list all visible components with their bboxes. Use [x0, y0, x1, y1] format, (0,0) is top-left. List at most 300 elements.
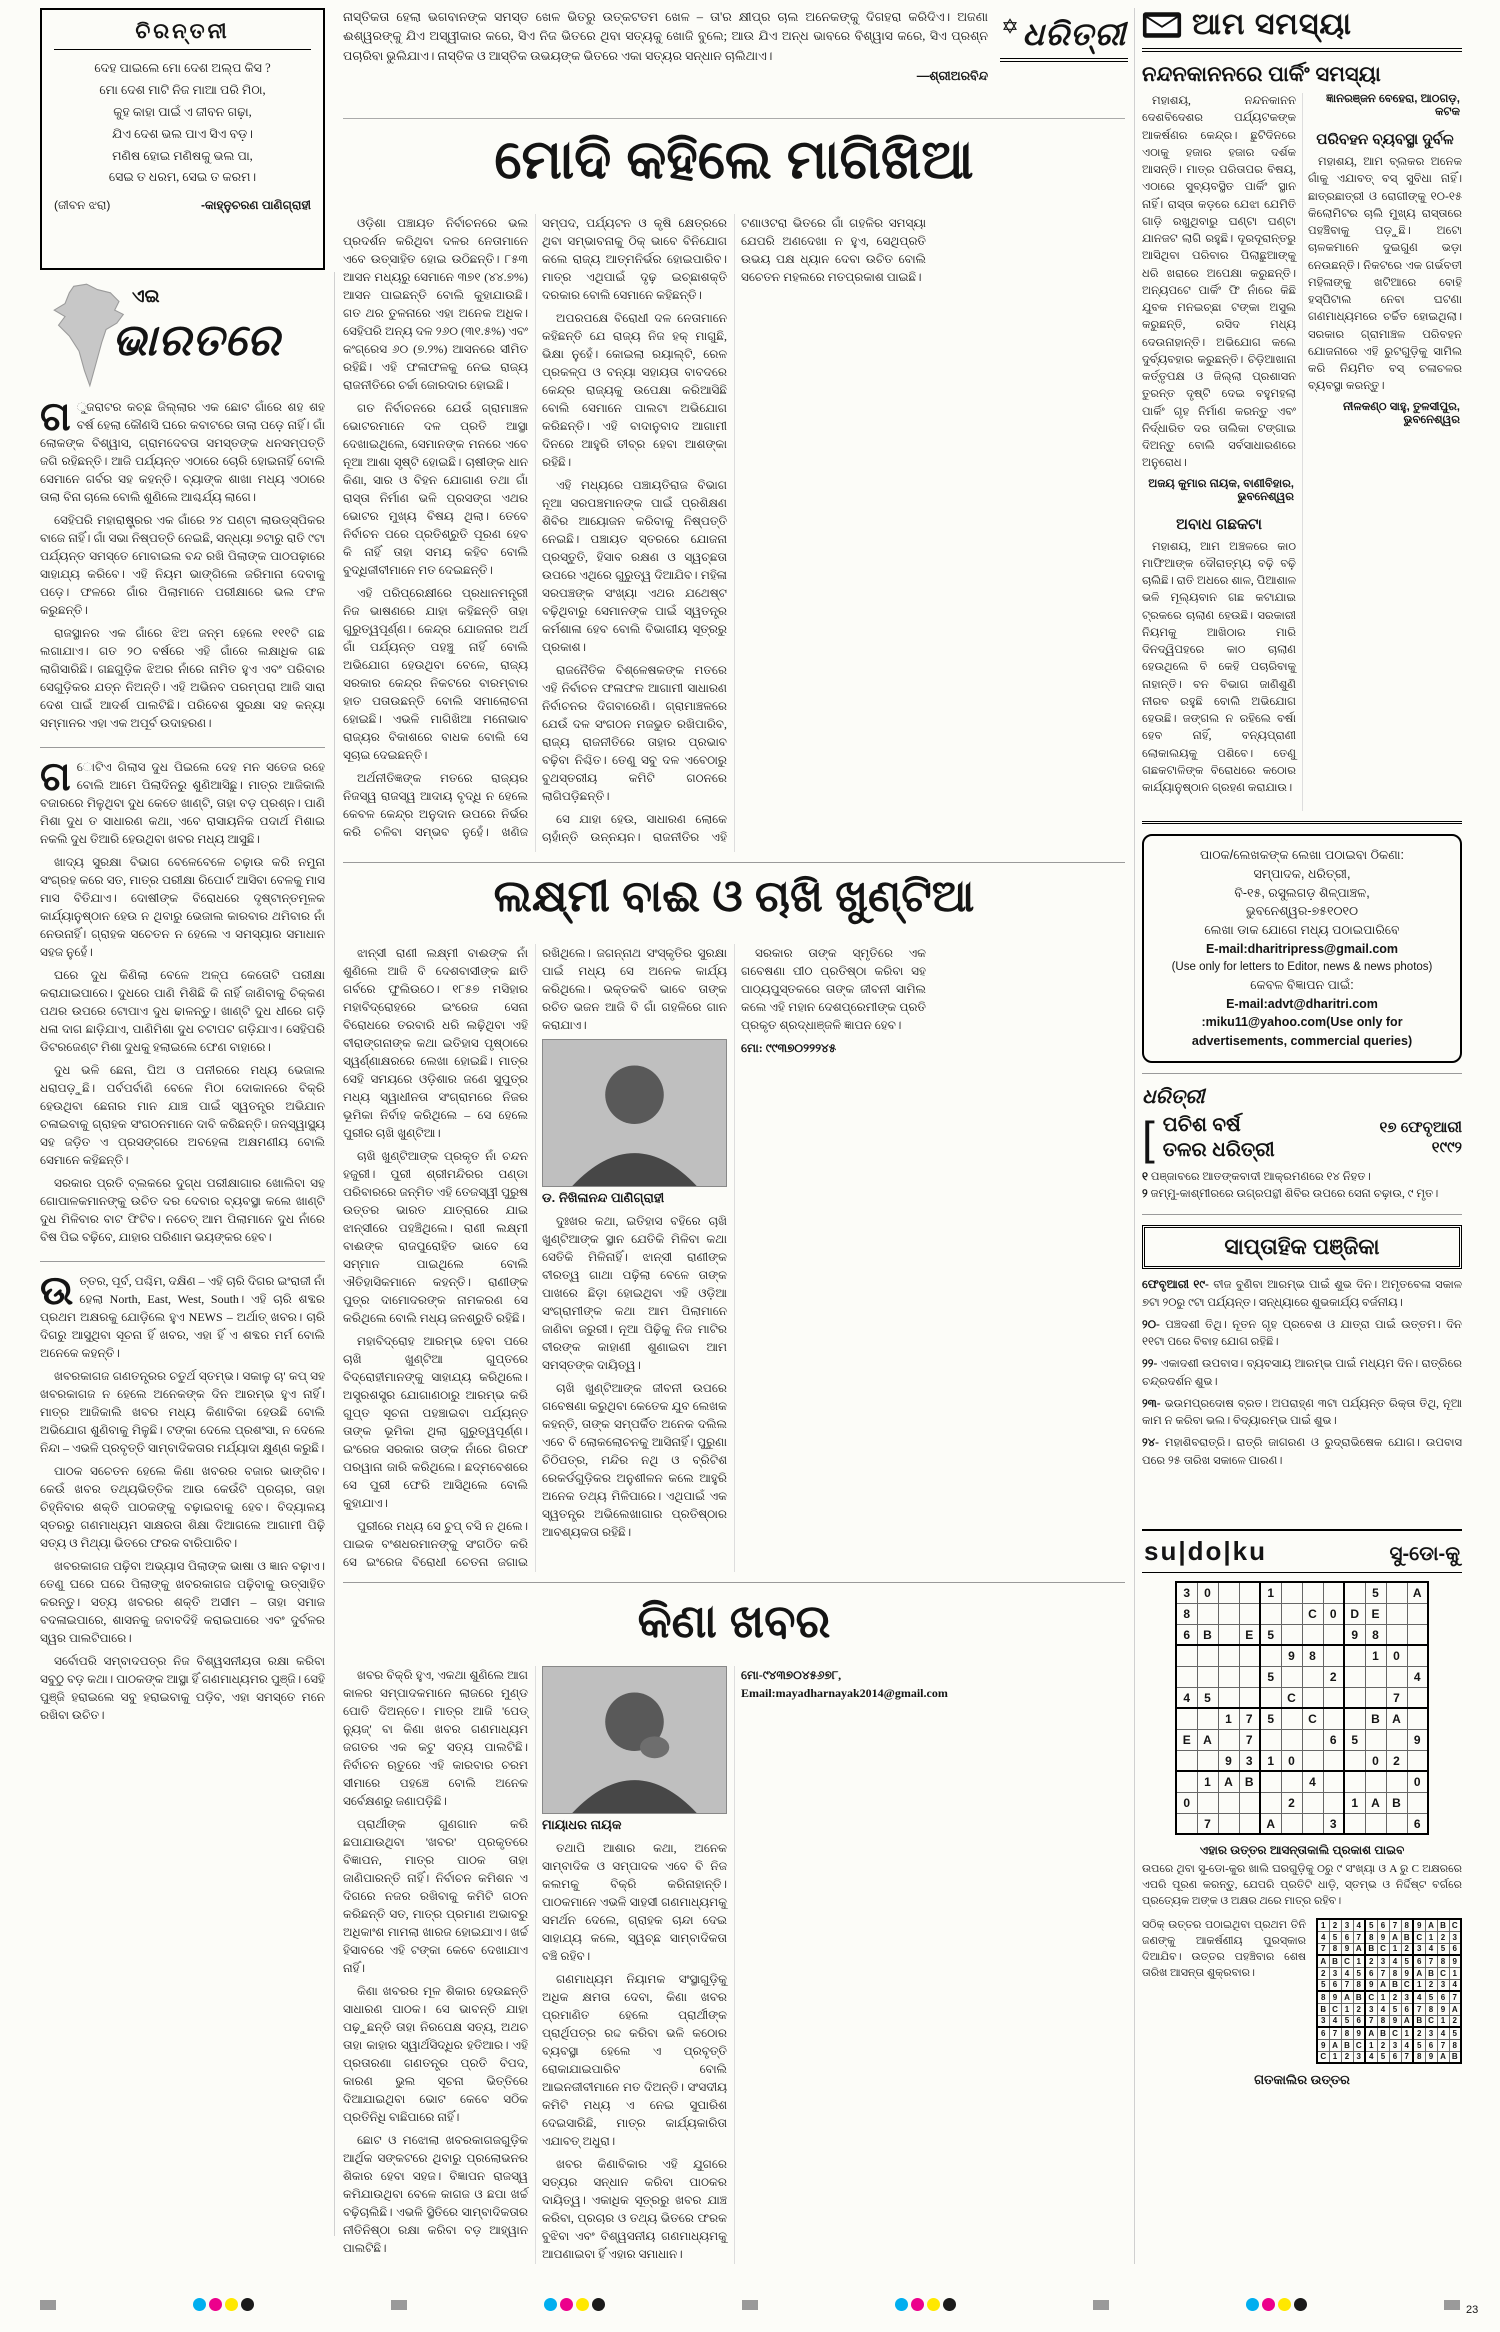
- sudoku-cell: [1197, 1645, 1218, 1666]
- sudoku-cell: 9: [1329, 1991, 1341, 2003]
- sudoku-cell: [1176, 1708, 1197, 1729]
- sudoku-cell: 2: [1329, 1919, 1341, 1931]
- sudoku-cell: 6: [1413, 1955, 1425, 1967]
- sudoku-cell: [1281, 1708, 1302, 1729]
- sudoku-cell: A: [1317, 1955, 1329, 1967]
- sudoku-cell: 1: [1329, 2051, 1341, 2063]
- sudoku-cell: 9: [1317, 2039, 1329, 2051]
- sudoku-cell: [1281, 1729, 1302, 1750]
- main-article-body: [343, 214, 1125, 852]
- sudoku-cell: 6: [1317, 2027, 1329, 2039]
- sudoku-cell: 8: [1413, 2051, 1425, 2063]
- years25-line1: ପଚିଶ ବର୍ଷ: [1162, 1113, 1241, 1136]
- sudoku-cell: [1386, 1624, 1407, 1645]
- sudoku-cell: [1344, 1582, 1365, 1603]
- sudoku-cell: 2: [1401, 1943, 1413, 1955]
- sudoku-cell: 4: [1365, 2051, 1377, 2063]
- paragraph: ଚାଖି ଖୁଣ୍ଟିଆଙ୍କ ଜୀବନୀ ଉପରେ ଗବେଷଣା କରୁଥିବା କେତେକ ଯୁବ ଲେଖକ କହନ୍ତି, ତାଙ୍କ ସମ୍ପର୍କିତ ଅନେକ ଦଲିଲ ଏବେ ବି ଲୋକଲୋଚନକୁ ଆସିନାହିଁ। ପୁରୁଣା ଚିଠିପତ୍ର, ମନ୍ଦିର ନଥି ଓ ବ୍ରିଟିଶ ରେକର୍ଡଗୁଡ଼ିକର ଅନୁଶୀଳନ କଲେ ଆହୁରି ଅନେକ ତଥ୍ୟ ମିଳିପାରେ। ଏଥିପାଇଁ ଏକ ସ୍ୱତନ୍ତ୍ର ଅଭିଲେଖାଗାର ପ୍ରତିଷ୍ଠାର ଆବଶ୍ୟକତା ରହିଛି।: [542, 1381, 727, 1539]
- almanac-date: ୨୨-: [1142, 1358, 1158, 1371]
- color-dot: [927, 2298, 940, 2311]
- sudoku-cell: B: [1377, 2027, 1389, 2039]
- sudoku-cell: 5: [1401, 1955, 1413, 1967]
- sudoku-cell: [1323, 1645, 1344, 1666]
- sudoku-cell: [1260, 1729, 1281, 1750]
- bharatare-section: [40, 280, 325, 737]
- sudoku-cell: B: [1353, 1991, 1365, 2003]
- paragraph: ଦୁଧ ଭଳି ଛେନା, ଘିଅ ଓ ପନୀରରେ ମଧ୍ୟ ଭେଜାଲ ଧରାପଡ଼ୁଛି। ପର୍ବପର୍ବାଣି ବେଳେ ମିଠା ଦୋକାନରେ ବିକ୍ରି ହେଉଥିବା ଛେନାର ମାନ ଯାଞ୍ଚ ପାଇଁ ସ୍ୱତନ୍ତ୍ର ଅଭିଯାନ ଚଳାଇବାକୁ ଗ୍ରାହକ ସଂଗଠନମାନେ ଦାବି କରିଛନ୍ତି। ଜନସ୍ୱାସ୍ଥ୍ୟ ସହ ଜଡ଼ିତ ଏ ପ୍ରସଙ୍ଗରେ ଅବହେଳା ଅକ୍ଷମଣୀୟ ବୋଲି ସେମାନେ କହିଛନ୍ତି।: [40, 1063, 325, 1167]
- sudoku-cell: [1365, 1771, 1386, 1792]
- color-dot: [1262, 2298, 1275, 2311]
- sudoku-cell: [1302, 1582, 1323, 1603]
- sudoku-cell: [1302, 1687, 1323, 1708]
- sudoku-cell: 1: [1437, 2015, 1449, 2027]
- sudoku-cell: 7: [1449, 1991, 1461, 2003]
- sudoku-cell: [1344, 1687, 1365, 1708]
- sudoku-cell: 2: [1281, 1792, 1302, 1813]
- sudoku-cell: [1407, 1645, 1428, 1666]
- sudoku-cell: 6: [1329, 1979, 1341, 1991]
- answer-label: ଗତକାଲିର ଉତ୍ତର: [1254, 2072, 1350, 2088]
- sudoku-cell: 4: [1377, 2003, 1389, 2015]
- paragraph: ରାଜନୈତିକ ବିଶ୍ଳେଷକଙ୍କ ମତରେ ଏହି ନିର୍ବାଚନ ଫଳାଫଳ ଆଗାମୀ ସାଧାରଣ ନିର୍ବାଚନର ଦିଗବାରେଣି। ଗ୍ରାମାଞ୍ଚଳରେ ଯେଉଁ ଦଳ ସଂଗଠନ ମଜଭୁତ ରଖିପାରିବ, ରାଜ୍ୟ ରାଜନୀତିରେ ତାହାର ପ୍ରଭାବ ବଢ଼ିବା ନିଶ୍ଚିତ। ତେଣୁ ସବୁ ଦଳ ଏବେଠାରୁ ବୁଥସ୍ତରୀୟ କମିଟି ଗଠନରେ ଲାଗିପଡ଼ିଛନ୍ତି।: [542, 663, 727, 803]
- sudoku-cell: 7: [1341, 1979, 1353, 1991]
- sudoku-cell: C: [1329, 2003, 1341, 2015]
- chirantani-source: (ଜୀବନ ଝରା): [54, 198, 111, 213]
- sudoku-cell: 3: [1323, 1813, 1344, 1834]
- paragraph: ଉତ୍ତର, ପୂର୍ବ, ପଶ୍ଚିମ, ଦକ୍ଷିଣ – ଏହି ଚାରି ଦିଗର ଇଂରାଜୀ ନାଁ ହେଲା North, East, West, South। ଏହି ଚାରି ଶବ୍ଦର ପ୍ରଥମ ଅକ୍ଷରକୁ ଯୋଡ଼ିଲେ ହୁଏ NEWS – ଅର୍ଥାତ୍ ଖବର। ଚାରି ଦିଗରୁ ଆସୁଥିବା ସୂଚନା ହିଁ ଖବର, ଏହା ହିଁ ଏ ଶବ୍ଦର ମର୍ମ ବୋଲି ଅନେକେ କହନ୍ତି।: [40, 1272, 325, 1360]
- paragraph: ଗତ ନିର୍ବାଚନରେ ଯେଉଁ ଗ୍ରାମାଞ୍ଚଳ ଭୋଟରମାନେ ଦଳ ପ୍ରତି ଆସ୍ଥା ଦେଖାଇଥିଲେ, ସେମାନଙ୍କ ମନରେ ଏବେ ନୂଆ ଆଶା ସୃଷ୍ଟି ହୋଇଛି। ଚାଷୀଙ୍କ ଧାନ କିଣା, ସାର ଓ ବିହନ ଯୋଗାଣ ତଥା ଗାଁ ରାସ୍ତା ନିର୍ମାଣ ଭଳି ପ୍ରସଙ୍ଗ ଏଥର ଭୋଟର ମୁଖ୍ୟ ବିଷୟ ଥିଲା। ତେବେ ନିର୍ବାଚନ ପରେ ପ୍ରତିଶ୍ରୁତି ପୂରଣ ହେବ କି ନାହିଁ ତାହା ସମୟ କହିବ ବୋଲି ବୁଦ୍ଧିଜୀବୀମାନେ ମତ ଦେଇଛନ୍ତି।: [343, 401, 528, 577]
- sudoku-cell: 4: [1437, 2027, 1449, 2039]
- sudoku-cell: 0: [1176, 1792, 1197, 1813]
- sudoku-cell: 1: [1377, 1991, 1389, 2003]
- sudoku-cell: 6: [1425, 2039, 1437, 2051]
- almanac-date: ୨୪-: [1142, 1437, 1159, 1450]
- sudoku-cell: C: [1302, 1708, 1323, 1729]
- star-icon: [1002, 18, 1018, 34]
- sudoku-cell: 2: [1353, 2003, 1365, 2015]
- masthead-name: ଧରିତ୍ରୀ: [1022, 16, 1127, 52]
- color-bar-group: [895, 2298, 956, 2311]
- verse-line: ଯିଏ ଦେଶ ଭଲ ପାଏ ସିଏ ବଡ଼।: [112, 126, 253, 141]
- sudoku-cell: [1344, 1771, 1365, 1792]
- contact-address-line: ଭୁବନେଶ୍ୱର-୭୫୧୦୧୦: [1245, 904, 1359, 919]
- nandankanan-headline: ନନ୍ଦନକାନନରେ ପାର୍କିଂ ସମସ୍ୟା: [1142, 63, 1381, 86]
- sudoku-cell: [1281, 1624, 1302, 1645]
- sudoku-header: [1142, 1529, 1462, 1573]
- sudoku-cell: 1: [1365, 2039, 1377, 2051]
- contact-address-line: ସମ୍ପାଦକ, ଧରିତ୍ରୀ,: [1253, 866, 1351, 881]
- chirantani-footer: [54, 198, 311, 213]
- sudoku-cell: 7: [1317, 1943, 1329, 1955]
- sudoku-cell: [1323, 1750, 1344, 1771]
- sudoku-cell: A: [1407, 1582, 1428, 1603]
- sudoku-cell: 4: [1341, 1967, 1353, 1979]
- right-divider-2: [1142, 1073, 1462, 1074]
- sudoku-cell: 0: [1386, 1645, 1407, 1666]
- sudoku-cell: [1239, 1582, 1260, 1603]
- sudoku-cell: [1407, 1750, 1428, 1771]
- sudoku-cell: 7: [1353, 1931, 1365, 1943]
- sudoku-cell: [1218, 1729, 1239, 1750]
- sudoku-cell: C: [1377, 1943, 1389, 1955]
- color-dot: [193, 2298, 206, 2311]
- sudoku-prize: ସଠିକ୍ ଉତ୍ତର ପଠାଇଥିବା ପ୍ରଥମ ତିନି ଜଣଙ୍କୁ ଆକର୍ଷଣୀୟ ପୁରସ୍କାର ଦିଆଯିବ। ଉତ୍ତର ପହଞ୍ଚିବାର ଶେଷ ତାରିଖ ଆସନ୍ତା ଶୁକ୍ରବାର।: [1142, 1919, 1306, 1979]
- sudoku-cell: 5: [1425, 1991, 1437, 2003]
- sudoku-cell: 3: [1239, 1750, 1260, 1771]
- color-bar-group: [193, 2298, 254, 2311]
- years25-date-2: ୧୯୯୨: [1431, 1138, 1462, 1156]
- sudoku-cell: [1176, 1771, 1197, 1792]
- sudoku-cell: C: [1401, 1979, 1413, 1991]
- years25-heading: [1142, 1113, 1462, 1163]
- paragraph: ମହାଶୟ, ଆମ ଅଞ୍ଚଳରେ କାଠ ମାଫିଆଙ୍କ ଦୌରାତ୍ମ୍ୟ ବଢ଼ି ବଢ଼ି ଚାଲିଛି। ରାତି ଅଧରେ ଶାଳ, ପିଆଶାଳ ଭଳି ମୂଲ୍ୟବାନ ଗଛ କଟାଯାଇ ଟ୍ରକରେ ଚାଲାଣ ହେଉଛି। ସରକାରୀ ନିୟମକୁ ଆଖିଠାର ମାରି ଦିନଦ୍ୱିପହରେ କାଠ ଚାଲାଣ ହେଉଥିଲେ ବି କେହି ପଚାରିବାକୁ ନାହାନ୍ତି। ବନ ବିଭାଗ ଜାଣିଶୁଣି ନୀରବ ରହୁଛି ବୋଲି ଅଭିଯୋଗ ହେଉଛି। ଜଙ୍ଗଲ ନ ରହିଲେ ବର୍ଷା ହେବ ନାହିଁ, ବନ୍ୟପ୍ରାଣୀ ଲୋକାଲୟକୁ ପଶିବେ। ତେଣୁ ଗଛକଟାଳିଙ୍କ ବିରୋଧରେ କଠୋର କାର୍ଯ୍ୟାନୁଷ୍ଠାନ ଗ୍ରହଣ କରାଯାଉ।: [1142, 540, 1296, 795]
- years25-item: ୧ ପଞ୍ଜାବରେ ଆତଙ୍କବାଦୀ ଆକ୍ରମଣରେ ୧୪ ନିହତ।: [1142, 1170, 1371, 1183]
- sudoku-cell: E: [1365, 1603, 1386, 1624]
- paragraph: ଛୋଟ ଓ ମଝୋଲା ଖବରକାଗଜଗୁଡ଼ିକ ଆର୍ଥିକ ସଙ୍କଟରେ ଥିବାରୁ ପ୍ରଲୋଭନର ଶିକାର ହେବା ସହଜ। ବିଜ୍ଞାପନ ରାଜସ୍ୱ କମିଯାଉଥିବା ବେଳେ କାଗଜ ଓ ଛପା ଖର୍ଚ୍ଚ ବଢ଼ିଚାଲିଛି। ଏଭଳି ସ୍ଥିତିରେ ସାମ୍ବାଦିକତାର ନୀତିନିଷ୍ଠା ରକ୍ଷା କରିବା ବଡ଼ ଆହ୍ୱାନ ପାଲଟିଛି।: [343, 2133, 528, 2255]
- page-number: 23: [1466, 2304, 1479, 2316]
- letter-byline: ଅଜୟ କୁମାର ନାୟକ, ବାଣୀବିହାର, ଭୁବନେଶ୍ୱର: [1148, 477, 1294, 503]
- kina-headline: କିଣା ଖବର: [637, 1595, 831, 1647]
- sudoku-cell: [1407, 1687, 1428, 1708]
- verse-line: ମଣିଷ ହୋଇ ମଣିଷକୁ ଭଲ ପା,: [112, 148, 253, 163]
- sudoku-cell: 2: [1377, 2039, 1389, 2051]
- color-dot: [209, 2298, 222, 2311]
- sudoku-cell: [1218, 1813, 1239, 1834]
- paragraph: ଏହି ପରିପ୍ରେକ୍ଷୀରେ ପ୍ରଧାନମନ୍ତ୍ରୀ ନିଜ ଭାଷଣରେ ଯାହା କହିଛନ୍ତି ତାହା ଗୁରୁତ୍ୱପୂର୍ଣ୍ଣ। କେନ୍ଦ୍ର ଯୋଜନାର ଅର୍ଥ ଗାଁ ପର୍ଯ୍ୟନ୍ତ ପହଞ୍ଚୁ ନାହିଁ ବୋଲି ଅଭିଯୋଗ ହେଉଥିବା ବେଳେ, ରାଜ୍ୟ ସରକାର କେନ୍ଦ୍ର ନିକଟରେ ବାରମ୍ବାର ହାତ ପତାଉଛନ୍ତି ବୋଲି ସମାଲୋଚନା ହୋଇଛି। ଏଭଳି ମାଗିଖିଆ ମନୋଭାବ ରାଜ୍ୟର ବିକାଶରେ ବାଧକ ବୋଲି ସେ ସୂଚାଇ ଦେଇଛନ୍ତି।: [343, 586, 528, 762]
- sudoku-cell: 1: [1389, 1943, 1401, 1955]
- advt-email-line-2: :miku11@yahoo.com(Use only for advertisements, commercial queries): [1191, 1015, 1413, 1049]
- sudoku-cell: A: [1353, 1943, 1365, 1955]
- sudoku-cell: 4: [1413, 1991, 1425, 2003]
- sudoku-cell: 2: [1437, 1931, 1449, 1943]
- sudoku-cell: 5: [1329, 1931, 1341, 1943]
- paragraph: ଘରେ ଦୁଧ କିଣିଲା ବେଳେ ଅଳ୍ପ କେତୋଟି ପରୀକ୍ଷା କରାଯାଇପାରେ। ଦୁଧରେ ପାଣି ମିଶିଛି କି ନାହିଁ ଜାଣିବାକୁ ଚିକ୍କଣ ପଥର ଉପରେ ଟୋପାଏ ଦୁଧ ଢାଳନ୍ତୁ। ଖାଣ୍ଟି ଦୁଧ ଧୀରେ ଗଡ଼ି ଧଳା ଦାଗ ଛାଡ଼ିଯାଏ, ପାଣିମିଶା ଦୁଧ ଚଟାପଟ ଗଡ଼ିଯାଏ। ସେହିପରି ଡିଟରଜେଣ୍ଟ ମିଶା ଦୁଧକୁ ହଲାଇଲେ ଫେଣ ବାହାରେ।: [40, 968, 325, 1054]
- sudoku-cell: [1218, 1792, 1239, 1813]
- sudoku-cell: [1323, 1687, 1344, 1708]
- sudoku-cell: E: [1239, 1624, 1260, 1645]
- sudoku-cell: 7: [1413, 2003, 1425, 2015]
- editor-email-line: E-mail:dharitripress@gmail.com: [1205, 941, 1399, 956]
- paragraph: ଓଡ଼ିଶା ପଞ୍ଚାୟତ ନିର୍ବାଚନରେ ଭଲ ପ୍ରଦର୍ଶନ କରିଥିବା ଦଳର ନେତାମାନେ ଏବେ ଉତ୍ସାହିତ ହୋଇ ଉଠିଛନ୍ତି। ୮୫୩ ଆସନ ମଧ୍ୟରୁ ସେମାନେ ୩୭୧ (୪୪.୭%) ଆସନ ପାଇଛନ୍ତି ବୋଲି କୁହାଯାଉଛି। ଗତ ଥର ତୁଳନାରେ ଏହା ଅନେକ ଅଧିକ। ସେହିପରି ଅନ୍ୟ ଦଳ ୨୬୦ (୩୧.୫%) ଏବଂ କଂଗ୍ରେସ ୬୦ (୭.୨%) ଆସନରେ ସୀମିତ ରହିଛି। ଏହି ଫଳାଫଳକୁ ନେଇ ରାଜ୍ୟ ରାଜନୀତିରେ ଚର୍ଚ୍ଚା ଜୋରଦାର ହୋଇଛି।: [343, 216, 528, 392]
- years25-logo: ଧରିତ୍ରୀ: [1142, 1085, 1205, 1108]
- contact-line: ମୋ-୯୪୩୭୦୪୫୬୭୮, Email:mayadharnayak2014@gmail.com: [741, 1668, 948, 1700]
- sudoku-cell: 5: [1341, 2015, 1353, 2027]
- sudoku-cell: 5: [1449, 2027, 1461, 2039]
- sudoku-cell: 9: [1401, 1967, 1413, 1979]
- paragraph: ସର୍ବୋପରି ସମ୍ବାଦପତ୍ର ନିଜ ବିଶ୍ୱସନୀୟତା ରକ୍ଷା କରିବା ସବୁଠୁ ବଡ଼ କଥା। ପାଠକଙ୍କ ଆସ୍ଥା ହିଁ ଗଣମାଧ୍ୟମର ପୁଞ୍ଜି। ସେହି ପୁଞ୍ଜି ହରାଇଲେ ସବୁ ହରାଇବାକୁ ପଡ଼ିବ, ଏହା ସମସ୍ତେ ମନେ ରଖିବା ଉଚିତ।: [40, 1654, 325, 1722]
- paragraph: ମହାଶୟ, ଆମ ବ୍ଲକର ଅନେକ ଗାଁକୁ ଏଯାବତ୍ ବସ୍ ସୁବିଧା ନାହିଁ। ଛାତ୍ରଛାତ୍ରୀ ଓ ରୋଗୀଙ୍କୁ ୧୦-୧୫ କିଲୋମିଟର ଚାଲି ମୁଖ୍ୟ ରାସ୍ତାରେ ପହଞ୍ଚିବାକୁ ପଡ଼ୁଛି। ଅଟୋ ଚାଳକମାନେ ଦୁଇଗୁଣ ଭଡ଼ା ନେଉଛନ୍ତି। ନିକଟରେ ଏକ ଗର୍ଭବତୀ ମହିଳାଙ୍କୁ ଖଟିଆରେ ବୋହି ହସ୍ପିଟାଲ ନେବା ଘଟଣା ଗଣମାଧ୍ୟମରେ ଚର୍ଚ୍ଚିତ ହୋଇଥିଲା। ସରକାର ଗ୍ରାମାଞ୍ଚଳ ପରିବହନ ଯୋଜନାରେ ଏହି ରୁଟଗୁଡ଼ିକୁ ସାମିଲ କରି ନିୟମିତ ବସ୍ ଚଳାଚଳର ବ୍ୟବସ୍ଥା କରନ୍ତୁ।: [1308, 156, 1462, 393]
- sudoku-cell: 3: [1176, 1582, 1197, 1603]
- almanac-entry: ୨୨- ଏକାଦଶୀ ଉପବାସ। ବ୍ୟବସାୟ ଆରମ୍ଭ ପାଇଁ ମଧ୍ୟମ ଦିନ। ରାତ୍ରିରେ ଚନ୍ଦ୍ରଦର୍ଶନ ଶୁଭ।: [1142, 1358, 1462, 1388]
- sudoku-cell: [1176, 1645, 1197, 1666]
- years25-item: ୨ ଜମ୍ମୁ-କାଶ୍ମୀରରେ ଉଗ୍ରପନ୍ଥୀ ଶିବିର ଉପରେ ସେନା ଚଢ଼ାଉ, ୯ ମୃତ।: [1142, 1187, 1439, 1200]
- sudoku-cell: [1344, 1645, 1365, 1666]
- color-dot: [544, 2298, 557, 2311]
- paragraph: ପ୍ରାର୍ଥୀଙ୍କ ଗୁଣଗାନ କରି ଛପାଯାଉଥିବା 'ଖବର' ପ୍ରକୃତରେ ବିଜ୍ଞାପନ, ମାତ୍ର ପାଠକ ତାହା ଜାଣିପାରନ୍ତି ନାହିଁ। ନିର୍ବାଚନ କମିଶନ ଏ ଦିଗରେ ନଜର ରଖିବାକୁ କମିଟି ଗଠନ କରିଛନ୍ତି ସତ, ମାତ୍ର ପ୍ରମାଣ ଅଭାବରୁ ଅଧିକାଂଶ ମାମଲା ଖାରଜ ହୋଇଯାଏ। ଖର୍ଚ୍ଚ ହିସାବରେ ଏହି ଟଙ୍କା କେବେ ଦେଖାଯାଏ ନାହିଁ।: [343, 1817, 528, 1975]
- sudoku-cell: 8: [1389, 1967, 1401, 1979]
- chirantani-title: ଚିରନ୍ତନୀ: [54, 20, 311, 50]
- sudoku-cell: 2: [1449, 2015, 1461, 2027]
- sudoku-cell: A: [1260, 1813, 1281, 1834]
- sudoku-cell: 9: [1281, 1645, 1302, 1666]
- sudoku-cell: 4: [1353, 1919, 1365, 1931]
- sudoku-cell: [1239, 1687, 1260, 1708]
- sudoku-cell: 0: [1281, 1750, 1302, 1771]
- sudoku-cell: 6: [1176, 1624, 1197, 1645]
- portrait-photo: [542, 1039, 727, 1206]
- sudoku-cell: B: [1386, 1792, 1407, 1813]
- sudoku-cell: [1218, 1582, 1239, 1603]
- sudoku-cell: B: [1197, 1624, 1218, 1645]
- sudoku-cell: [1302, 1750, 1323, 1771]
- years25-date-1: ୧୭ ଫେବୃଆରୀ: [1379, 1119, 1462, 1137]
- sudoku-cell: [1218, 1666, 1239, 1687]
- paragraph: ସରକାର ପ୍ରତି ବ୍ଲକରେ ଦୁଗ୍ଧ ପରୀକ୍ଷାଗାର ଖୋଲିବା ସହ ଗୋପାଳକମାନଙ୍କୁ ଉଚିତ ଦର ଦେବାର ବ୍ୟବସ୍ଥା କଲେ ଖାଣ୍ଟି ଦୁଧ ମିଳିବାର ବାଟ ଫିଟିବ। ନଚେତ୍ ଆମ ପିଲାମାନେ ଦୁଧ ନାଁରେ ବିଷ ପିଇ ବଢ଼ିବେ, ଯାହାର ପରିଣାମ ଭୟଙ୍କର ହେବ।: [40, 1176, 325, 1244]
- paragraph: ସେହିପରି ମହାରାଷ୍ଟ୍ରର ଏକ ଗାଁରେ ୨୪ ଘଣ୍ଟା ଲାଉଡ୍‌ସ୍ପିକର ବାଜେ ନାହିଁ। ଗାଁ ସଭା ନିଷ୍ପତ୍ତି ନେଇଛି, ସନ୍ଧ୍ୟା ୭ଟାରୁ ରାତି ୯ଟା ପର୍ଯ୍ୟନ୍ତ ସମସ୍ତେ ମୋବାଇଲ ବନ୍ଦ ରଖି ପିଲାଙ୍କ ପାଠପଢ଼ାରେ ସାହାଯ୍ୟ କରିବେ। ଏହି ନିୟମ ଭାଙ୍ଗିଲେ ଜରିମାନା ଦେବାକୁ ପଡ଼େ। ଫଳରେ ଗାଁର ପିଲାମାନେ ପରୀକ୍ଷାରେ ଭଲ ଫଳ କରୁଛନ୍ତି।: [40, 513, 325, 617]
- sudoku-cell: 7: [1377, 1967, 1389, 1979]
- sudoku-cell: 1: [1425, 1931, 1437, 1943]
- sudoku-cell: 8: [1437, 1955, 1449, 1967]
- sudoku-cell: 9: [1425, 2051, 1437, 2063]
- sudoku-cell: [1176, 1666, 1197, 1687]
- sudoku-cell: 8: [1425, 2003, 1437, 2015]
- sudoku-cell: 5: [1437, 1943, 1449, 1955]
- contact-box: [1142, 834, 1462, 1063]
- sudoku-cell: 6: [1449, 1943, 1461, 1955]
- bharatare-masthead: [40, 280, 325, 392]
- paragraph: ଖବର କିଣାବିକାର ଏହି ଯୁଗରେ ସତ୍ୟର ସନ୍ଧାନ କରିବା ପାଠକର ଦାୟିତ୍ୱ। ଏକାଧିକ ସୂତ୍ରରୁ ଖବର ଯାଞ୍ଚ କରିବା, ପ୍ରଚାର ଓ ତଥ୍ୟ ଭିତରେ ଫରକ ବୁଝିବା ଏବଂ ବିଶ୍ୱସନୀୟ ଗଣମାଧ୍ୟମକୁ ଆପଣାଇବା ହିଁ ଏହାର ସମାଧାନ।: [542, 2157, 727, 2261]
- column-rule-right: [1134, 8, 1135, 2264]
- sudoku-cell: [1407, 1792, 1428, 1813]
- sudoku-cell: [1239, 1792, 1260, 1813]
- color-dot: [943, 2298, 956, 2311]
- sudoku-cell: 4: [1449, 1979, 1461, 1991]
- sudoku-cell: 7: [1197, 1813, 1218, 1834]
- sudoku-cell: [1260, 1687, 1281, 1708]
- sudoku-cell: 2: [1389, 1991, 1401, 2003]
- sudoku-cell: 3: [1353, 2051, 1365, 2063]
- drop-cap: ଗ: [40, 394, 71, 439]
- sudoku-cell: 3: [1317, 2015, 1329, 2027]
- sudoku-cell: 1: [1197, 1771, 1218, 1792]
- author-name: ଡ. ନିଖିଳାନନ୍ଦ ପାଣିଗ୍ରାହୀ: [542, 1190, 665, 1205]
- sudoku-cell: [1260, 1645, 1281, 1666]
- sudoku-cell: 5: [1197, 1687, 1218, 1708]
- sudoku-cell: A: [1341, 1991, 1353, 2003]
- sudoku-cell: A: [1425, 1919, 1437, 1931]
- sudoku-cell: A: [1449, 2003, 1461, 2015]
- sudoku-cell: B: [1389, 1979, 1401, 1991]
- sudoku-cell: 9: [1218, 1750, 1239, 1771]
- right-divider-1: [1142, 821, 1462, 824]
- sudoku-cell: 7: [1329, 2027, 1341, 2039]
- sudoku-cell: 2: [1425, 1979, 1437, 1991]
- years25-item-number: ୧: [1142, 1170, 1148, 1183]
- sudoku-cell: 8: [1329, 1943, 1341, 1955]
- paragraph: ଖାଦ୍ୟ ସୁରକ୍ଷା ବିଭାଗ ବେଳେବେଳେ ଚଢ଼ାଉ କରି ନମୁନା ସଂଗ୍ରହ କରେ ସତ, ମାତ୍ର ପରୀକ୍ଷା ରିପୋର୍ଟ ଆସିବା ବେଳକୁ ମାସ ମାସ ବିତିଯାଏ। ଦୋଷୀଙ୍କ ବିରୋଧରେ ଦୃଷ୍ଟାନ୍ତମୂଳକ କାର୍ଯ୍ୟାନୁଷ୍ଠାନ ହେଉ ନ ଥିବାରୁ ଭେଜାଲ କାରବାର ଥମିବାର ନାଁ ନେଉନାହିଁ। ଗ୍ରାହକ ସଚେତନ ନ ହେଲେ ଏ ସମସ୍ୟାର ସମାଧାନ ସହଜ ନୁହେଁ।: [40, 855, 325, 959]
- sudoku-grid-wrap: [1142, 1581, 1462, 1835]
- paragraph: ମହାବିଦ୍ରୋହ ଆରମ୍ଭ ହେବା ପରେ ଚାଖି ଖୁଣ୍ଟିଆ ଗୁପ୍ତରେ ବିଦ୍ରୋହୀମାନଙ୍କୁ ସାହାଯ୍ୟ କରିଥିଲେ। ଅସ୍ତ୍ରଶସ୍ତ୍ର ଯୋଗାଣଠାରୁ ଆରମ୍ଭ କରି ଗୁପ୍ତ ସୂଚନା ପହଞ୍ଚାଇବା ପର୍ଯ୍ୟନ୍ତ ତାଙ୍କ ଭୂମିକା ଥିଲା ଗୁରୁତ୍ୱପୂର୍ଣ୍ଣ। ଇଂରେଜ ସରକାର ତାଙ୍କ ନାଁରେ ଗିରଫ ପରୱାନା ଜାରି କରିଥିଲେ। ଛଦ୍ମବେଶରେ ସେ ପୁରୀ ଫେରି ଆସିଥିଲେ ବୋଲି କୁହାଯାଏ।: [343, 1334, 528, 1510]
- chirantani-author: -କାହ୍ନୁଚରଣ ପାଣିଗ୍ରାହୀ: [200, 198, 311, 213]
- chirantani-box: [40, 8, 325, 270]
- paragraph: ସେ ଯାହା ହେଉ, ସାଧାରଣ ଲୋକେ ଚାହାଁନ୍ତି ଉନ୍ନୟନ। ରାଜନୀତିର ଏହି ଟଣାଓଟରା ଭିତରେ ଗାଁ ଗହଳିର ସମସ୍ୟା ଯେପରି ଅଣଦେଖା ନ ହୁଏ, ସେଥିପ୍ରତି ଉଭୟ ପକ୍ଷ ଧ୍ୟାନ ଦେବା ଉଚିତ ବୋଲି ସଚେତନ ମହଲରେ ମତପ୍ରକାଶ ପାଇଛି।: [542, 216, 926, 844]
- sudoku-cell: 5: [1365, 1582, 1386, 1603]
- middle-divider-2: [343, 1582, 1125, 1583]
- sudoku-cell: [1386, 1813, 1407, 1834]
- sudoku-cell: 6: [1377, 1919, 1389, 1931]
- sudoku-cell: 7: [1389, 1919, 1401, 1931]
- color-bar-group: [1246, 2298, 1307, 2311]
- registration-square: [1093, 2300, 1109, 2310]
- sudoku-cell: 9: [1389, 2015, 1401, 2027]
- sudoku-cell: 1: [1353, 1955, 1365, 1967]
- sudoku-cell: 4: [1176, 1687, 1197, 1708]
- sudoku-cell: B: [1239, 1771, 1260, 1792]
- sudoku-cell: 7: [1401, 2051, 1413, 2063]
- color-bar-group: [544, 2298, 605, 2311]
- sudoku-cell: 7: [1437, 2039, 1449, 2051]
- almanac-entry: ୨୪- ମହାଶିବରାତ୍ରି। ରାତ୍ରି ଜାଗରଣ ଓ ରୁଦ୍ରାଭିଷେକ ଯୋଗ। ଉପବାସ ପରେ ୨୫ ତାରିଖ ସକାଳେ ପାରଣ।: [1142, 1437, 1462, 1467]
- color-dot: [911, 2298, 924, 2311]
- panjika-body: [1142, 1277, 1462, 1529]
- sudoku-cell: 5: [1317, 1979, 1329, 1991]
- sudoku-cell: [1365, 1687, 1386, 1708]
- sudoku-cell: [1281, 1603, 1302, 1624]
- sudoku-cell: 1: [1260, 1750, 1281, 1771]
- answer-grid: [1316, 1918, 1462, 2064]
- sudoku-cell: 3: [1389, 2039, 1401, 2051]
- sudoku-cell: A: [1329, 2039, 1341, 2051]
- drop-cap: ଗ: [40, 758, 71, 799]
- masthead-logo: [1000, 16, 1128, 62]
- sudoku-cell: 2: [1341, 2051, 1353, 2063]
- sudoku-cell: 0: [1197, 1582, 1218, 1603]
- sudoku-cell: 9: [1344, 1624, 1365, 1645]
- left-article-2: [40, 758, 325, 1251]
- sudoku-cell: 4: [1317, 1931, 1329, 1943]
- sudoku-cell: 1: [1317, 1919, 1329, 1931]
- paragraph: ପୁରୀରେ ମଧ୍ୟ ସେ ଚୁପ୍ ବସି ନ ଥିଲେ। ପାଇକ ବଂଶଧରମାନଙ୍କୁ ସଂଗଠିତ କରି ସେ ଇଂରେଜ ବିରୋଧୀ ଚେତନା ଜଗାଇ ରଖିଥିଲେ। ଜଗନ୍ନାଥ ସଂସ୍କୃତିର ସୁରକ୍ଷା ପାଇଁ ମଧ୍ୟ ସେ ଅନେକ କାର୍ଯ୍ୟ କରିଥିଲେ। ଭକ୍ତକବି ଭାବେ ତାଙ୍କ ରଚିତ ଭଜନ ଆଜି ବି ଗାଁ ଗହଳିରେ ଗାନ କରାଯାଏ।: [343, 946, 727, 1569]
- author-name: ମାୟାଧର ନାୟକ: [542, 1817, 622, 1832]
- sudoku-cell: 9: [1341, 1943, 1353, 1955]
- sudoku-cell: A: [1386, 1708, 1407, 1729]
- sudoku-cell: 1: [1260, 1582, 1281, 1603]
- lakshmi-headline: ଲକ୍ଷ୍ମୀ ବାଈ ଓ ଚାଖି ଖୁଣ୍ଟିଆ: [493, 872, 975, 921]
- sudoku-cell: 4: [1329, 2015, 1341, 2027]
- sudoku-cell: 9: [1365, 1979, 1377, 1991]
- sudoku-cell: [1176, 1750, 1197, 1771]
- sudoku-cell: 3: [1401, 1991, 1413, 2003]
- sudoku-cell: A: [1365, 1792, 1386, 1813]
- sudoku-cell: 8: [1365, 1624, 1386, 1645]
- sudoku-cell: 3: [1449, 1931, 1461, 1943]
- sudoku-cell: 6: [1437, 1991, 1449, 2003]
- sudoku-cell: 4: [1389, 1955, 1401, 1967]
- left-article-2-body: [40, 758, 325, 1246]
- sudoku-cell: [1386, 1582, 1407, 1603]
- sudoku-cell: D: [1344, 1603, 1365, 1624]
- color-dot: [592, 2298, 605, 2311]
- sudoku-cell: 2: [1317, 1967, 1329, 1979]
- paragraph: ଦୁଃଖର କଥା, ଇତିହାସ ବହିରେ ଚାଖି ଖୁଣ୍ଟିଆଙ୍କ ସ୍ଥାନ ଯେତିକି ମିଳିବା କଥା ସେତିକି ମିଳିନାହିଁ। ଝାନ୍ସୀ ରାଣୀଙ୍କ ବୀରତ୍ୱ ଗାଥା ପଢ଼ିଲା ବେଳେ ତାଙ୍କ ପାଖରେ ଛିଡ଼ା ହୋଇଥିବା ଏହି ଓଡ଼ିଆ ସଂଗ୍ରାମୀଙ୍କ କଥା ଆମ ପିଲାମାନେ ଜାଣିବା ଜରୁରୀ। ନୂଆ ପିଢ଼ିକୁ ନିଜ ମାଟିର ବୀରଙ୍କ କାହାଣୀ ଶୁଣାଇବା ଆମ ସମସ୍ତଙ୍କ ଦାୟିତ୍ୱ।: [542, 1214, 727, 1372]
- contact-address-lines: [1156, 865, 1448, 940]
- contact-address-line: ବି-୧୫, ରସୁଲଗଡ଼ ଶିଳ୍ପାଞ୍ଚଳ,: [1234, 885, 1370, 900]
- sudoku-cell: 4: [1302, 1771, 1323, 1792]
- sudoku-cell: [1197, 1666, 1218, 1687]
- paragraph: ଏହି ମଧ୍ୟରେ ପଞ୍ଚାୟତିରାଜ ବିଭାଗ ନୂଆ ସରପଞ୍ଚମାନଙ୍କ ପାଇଁ ପ୍ରଶିକ୍ଷଣ ଶିବିର ଆୟୋଜନ କରିବାକୁ ନିଷ୍ପତ୍ତି ନେଇଛି। ପଞ୍ଚାୟତ ସ୍ତରରେ ଯୋଜନା ପ୍ରସ୍ତୁତି, ହିସାବ ରକ୍ଷଣ ଓ ସ୍ୱଚ୍ଛତା ଉପରେ ଏଥିରେ ଗୁରୁତ୍ୱ ଦିଆଯିବ। ମହିଳା ସରପଞ୍ଚଙ୍କ ସଂଖ୍ୟା ଏଥର ଯଥେଷ୍ଟ ବଢ଼ିଥିବାରୁ ସେମାନଙ୍କ ପାଇଁ ସ୍ୱତନ୍ତ୍ର କର୍ମଶାଳା ହେବ ବୋଲି ବିଭାଗୀୟ ସୂତ୍ରରୁ ପ୍ରକାଶ।: [542, 478, 727, 654]
- sudoku-cell: [1386, 1771, 1407, 1792]
- advt-label: କେବଳ ବିଜ୍ଞାପନ ପାଇଁ:: [1250, 977, 1354, 992]
- sudoku-cell: [1197, 1708, 1218, 1729]
- sudoku-cell: 6: [1353, 2015, 1365, 2027]
- sudoku-cell: 1: [1449, 1967, 1461, 1979]
- sudoku-cell: A: [1389, 1931, 1401, 1943]
- color-dot: [241, 2298, 254, 2311]
- sudoku-cell: 8: [1401, 1919, 1413, 1931]
- sudoku-cell: 6: [1365, 1967, 1377, 1979]
- sudoku-cell: 4: [1425, 1943, 1437, 1955]
- sudoku-cell: B: [1365, 1943, 1377, 1955]
- sudoku-cell: 0: [1365, 1750, 1386, 1771]
- years25-line2: ତଳର ଧରିତ୍ରୀ: [1162, 1138, 1275, 1161]
- sudoku-cell: [1386, 1729, 1407, 1750]
- sudoku-cell: [1281, 1813, 1302, 1834]
- sudoku-cell: [1302, 1729, 1323, 1750]
- almanac-date: ୨୦-: [1142, 1318, 1160, 1331]
- letters-body: [1142, 93, 1462, 811]
- portrait-photo: [542, 1666, 727, 1833]
- sudoku-cell: B: [1365, 1708, 1386, 1729]
- sudoku-cell: [1176, 1813, 1197, 1834]
- sudoku-cell: [1281, 1666, 1302, 1687]
- sudoku-cell: [1323, 1582, 1344, 1603]
- paragraph: ଗ ୁଜରାଟର କଚ୍ଛ ଜିଲ୍ଲାର ଏକ ଛୋଟ ଗାଁରେ ଶହ ଶହ ବର୍ଷ ହେଲା କୌଣସି ଘରେ କବାଟରେ ତାଲା ପଡ଼େ ନାହିଁ। ଗାଁ ଲୋକଙ୍କ ବିଶ୍ୱାସ, ଗ୍ରାମଦେବତା ସମସ୍ତଙ୍କ ଧନସମ୍ପତ୍ତି ଜଗି ରହିଛନ୍ତି। ଆଜି ପର୍ଯ୍ୟନ୍ତ ଏଠାରେ ଚୋରି ହୋଇନାହିଁ ବୋଲି ସେମାନେ ଗର୍ବର ସହ କହନ୍ତି। ବ୍ୟାଙ୍କ ଶାଖା ମଧ୍ୟ ଏଠାରେ ତାଲା ବିନା ଚାଲେ ବୋଲି ଶୁଣିଲେ ଆଶ୍ଚର୍ଯ୍ୟ ଲାଗେ।: [40, 394, 325, 504]
- bharatare-body: [40, 394, 325, 732]
- sudoku-cell: 3: [1329, 1967, 1341, 1979]
- sudoku-cell: 1: [1218, 1708, 1239, 1729]
- sudoku-cell: [1197, 1750, 1218, 1771]
- sudoku-cell: [1218, 1645, 1239, 1666]
- right-column: [1142, 8, 1462, 2088]
- almanac-entry: ୨୦- ପଞ୍ଚଦଶୀ ତିଥି। ନୂତନ ଗୃହ ପ୍ରବେଶ ଓ ଯାତ୍ରା ପାଇଁ ଉତ୍ତମ। ଦିନ ୧୧ଟା ପରେ ବିବାହ ଯୋଗ ରହିଛି।: [1142, 1318, 1462, 1349]
- sudoku-cell: 3: [1341, 1919, 1353, 1931]
- contact-line: ମୋ: ୯୯୩୭୦୨୨୨୪୫: [741, 1041, 837, 1055]
- sudoku-cell: [1281, 1582, 1302, 1603]
- almanac-date: ଫେବୃଆରୀ ୧୯-: [1142, 1279, 1209, 1292]
- sudoku-cell: C: [1341, 1955, 1353, 1967]
- almanac-date: ୨୩-: [1142, 1397, 1161, 1410]
- paragraph: ପାଠକ ସଚେତନ ହେଲେ କିଣା ଖବରର ବଜାର ଭାଙ୍ଗିବ। କେଉଁ ଖବର ତଥ୍ୟଭିତ୍ତିକ ଆଉ କେଉଁଟି ପ୍ରଚାର, ତାହା ଚିହ୍ନିବାର ଶକ୍ତି ପାଠକଙ୍କୁ ବଢ଼ାଇବାକୁ ହେବ। ବିଦ୍ୟାଳୟ ସ୍ତରରୁ ଗଣମାଧ୍ୟମ ସାକ୍ଷରତା ଶିକ୍ଷା ଦିଆଗଲେ ଆଗାମୀ ପିଢ଼ି ସତ୍ୟ ଓ ମିଥ୍ୟା ଭିତରେ ଫରକ ବାରିପାରିବ।: [40, 1464, 325, 1550]
- sudoku-title-latin: su|do|ku: [1144, 1536, 1267, 1567]
- sudoku-cell: C: [1413, 1931, 1425, 1943]
- sudoku-cell: 8: [1449, 2039, 1461, 2051]
- sudoku-cell: 8: [1377, 2015, 1389, 2027]
- years25-item-number: ୨: [1142, 1187, 1148, 1200]
- left-column: [40, 8, 325, 1729]
- letter-byline: ନୀଳକଣ୍ଠ ସାହୁ, ତୁଳସୀପୁର, ଭୁବନେଶ୍ୱର: [1342, 400, 1460, 426]
- paragraph: ଗ ୋଟିଏ ଗିଲାସ ଦୁଧ ପିଇଲେ ଦେହ ମନ ସତେଜ ରହେ ବୋଲି ଆମେ ପିଲାଦିନରୁ ଶୁଣିଆସିଛୁ। ମାତ୍ର ଆଜିକାଲି ବଜାରରେ ମିଳୁଥିବା ଦୁଧ କେତେ ଖାଣ୍ଟି, ତାହା ବଡ଼ ପ୍ରଶ୍ନ। ପାଣି ମିଶା ଦୁଧ ତ ସାଧାରଣ କଥା, ଏବେ ରାସାୟନିକ ପଦାର୍ଥ ମିଶାଇ ନକଲି ଦୁଧ ତିଆରି ହେଉଥିବା ଖବର ମଧ୍ୟ ଆସୁଛି।: [40, 758, 325, 846]
- paragraph: ଖବରକାଗଜ ପଢ଼ିବା ଅଭ୍ୟାସ ପିଲାଙ୍କ ଭାଷା ଓ ଜ୍ଞାନ ବଢ଼ାଏ। ତେଣୁ ଘରେ ଘରେ ପିଲାଙ୍କୁ ଖବରକାଗଜ ପଢ଼ିବାକୁ ଉତ୍ସାହିତ କରନ୍ତୁ। ସତ୍ୟ ଖବରର ଶକ୍ତି ଅସୀମ – ତାହା ସମାଜ ବଦଳାଇପାରେ, ଶାସନକୁ ଜବାବଦିହି କରାଇପାରେ ଏବଂ ଦୁର୍ବଳର ସ୍ୱର ପାଲଟିପାରେ।: [40, 1559, 325, 1645]
- sudoku-cell: C: [1437, 1967, 1449, 1979]
- ama-samasya-title: ଆମ ସମସ୍ୟା: [1192, 8, 1352, 41]
- paragraph: ଚାଖି ଖୁଣ୍ଟିଆଙ୍କ ପ୍ରକୃତ ନାଁ ଚନ୍ଦନ ହଜୁରୀ। ପୁରୀ ଶ୍ରୀମନ୍ଦିରର ପଣ୍ଡା ପରିବାରରେ ଜନ୍ମିତ ଏହି ତେଜସ୍ୱୀ ପୁରୁଷ ଉତ୍ତର ଭାରତ ଯାତ୍ରାରେ ଯାଇ ଝାନ୍ସୀରେ ପହଞ୍ଚିଥିଲେ। ରାଣୀ ଲକ୍ଷ୍ମୀ ବାଈଙ୍କ ରାଜପୁରୋହିତ ଭାବେ ସେ ସମ୍ମାନ ପାଇଥିଲେ ବୋଲି ଐତିହାସିକମାନେ କହନ୍ତି। ରାଣୀଙ୍କ ପୁତ୍ର ଦାମୋଦରଙ୍କ ନାମକରଣ ସେ କରିଥିଲେ ବୋଲି ମଧ୍ୟ ଜନଶ୍ରୁତି ରହିଛି।: [343, 1149, 528, 1325]
- color-dot: [895, 2298, 908, 2311]
- sudoku-cell: A: [1377, 1979, 1389, 1991]
- sudoku-section: [1142, 1529, 1462, 2088]
- sudoku-cell: 9: [1449, 1955, 1461, 1967]
- sudoku-cell: 5: [1353, 1967, 1365, 1979]
- sudoku-cell: [1365, 1666, 1386, 1687]
